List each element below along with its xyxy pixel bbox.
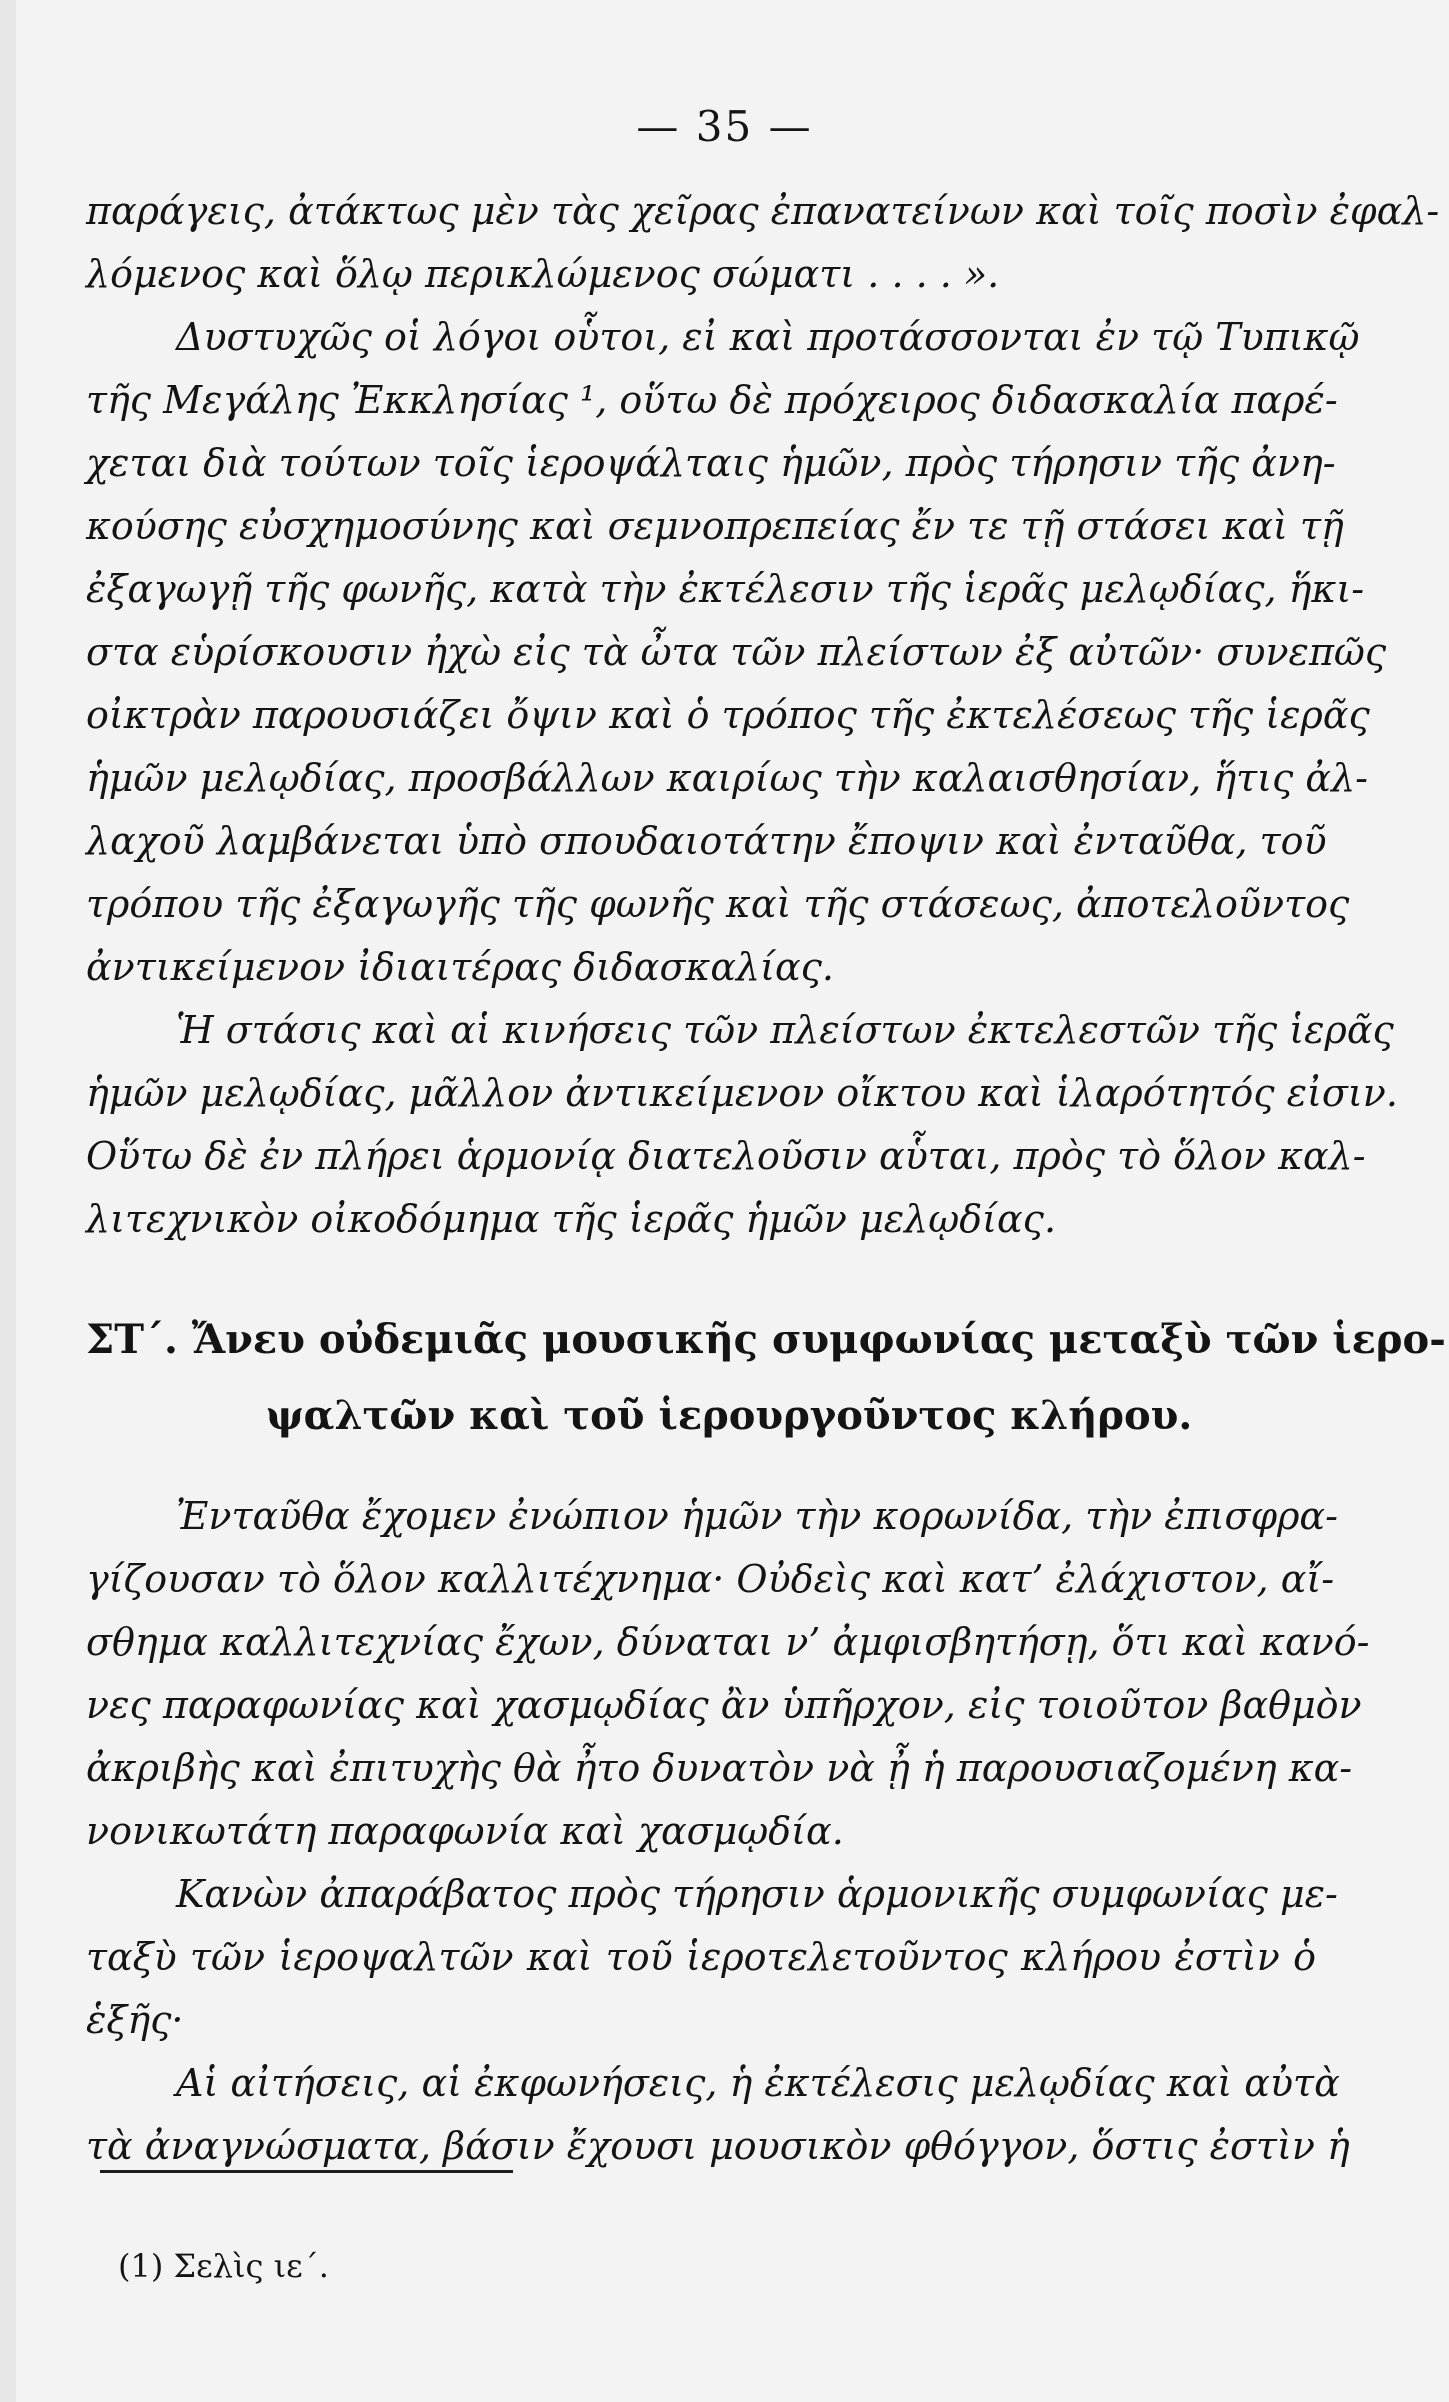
text-line: Κανὼν ἀπαράβατος πρὸς τήρησιν ἁρμονικῆς συμφωνίας με-: [176, 1872, 1338, 1916]
section-heading: [86, 1302, 1446, 1454]
page-edge-shadow: [0, 0, 16, 2402]
text-line: ἡμῶν μελῳδίας, προσβάλλων καιρίως τὴν καλαισθησίαν, ἥτις ἀλ-: [86, 756, 1368, 800]
text-line: ἐξαγωγῇ τῆς φωνῆς, κατὰ τὴν ἐκτέλεσιν τῆς ἱερᾶς μελῳδίας, ἥκι-: [86, 567, 1365, 611]
text-line: στα εὑρίσκουσιν ἠχὼ εἰς τὰ ὦτα τῶν πλείστων ἐξ αὐτῶν· συνεπῶς: [86, 630, 1387, 674]
text-line: Αἱ αἰτήσεις, αἱ ἐκφωνήσεις, ἡ ἐκτέλεσις μελῳδίας καὶ αὐτὰ: [176, 2061, 1340, 2105]
text-line: νες παραφωνίας καὶ χασμῳδίας ἂν ὑπῆρχον, εἰς τοιοῦτον βαθμὸν: [86, 1683, 1362, 1727]
body-text-top: [86, 180, 1440, 1251]
section-heading-line: ΣΤ΄. Ἄνευ οὐδεμιᾶς μουσικῆς συμφωνίας μεταξὺ τῶν ἱερο-: [86, 1316, 1446, 1363]
page-number: — 35 —: [636, 102, 813, 151]
text-line: σθημα καλλιτεχνίας ἔχων, δύναται ν’ ἀμφισβητήσῃ, ὅτι καὶ κανό-: [86, 1620, 1370, 1664]
text-line: Ἡ στάσις καὶ αἱ κινήσεις τῶν πλείστων ἐκτελεστῶν τῆς ἱερᾶς: [176, 1008, 1394, 1052]
text-line: νονικωτάτη παραφωνία καὶ χασμῳδία.: [86, 1809, 844, 1853]
text-line: λιτεχνικὸν οἰκοδόμημα τῆς ἱερᾶς ἡμῶν μελῳδίας.: [86, 1197, 1057, 1241]
text-line: ἑξῆς·: [86, 1998, 184, 2042]
text-line: Δυστυχῶς οἱ λόγοι οὗτοι, εἰ καὶ προτάσσονται ἐν τῷ Τυπικῷ: [176, 315, 1360, 359]
text-line: λόμενος καὶ ὅλῳ περικλώμενος σώματι . . . . ».: [86, 252, 1000, 296]
text-line: Οὕτω δὲ ἐν πλήρει ἁρμονίᾳ διατελοῦσιν αὗται, πρὸς τὸ ὅλον καλ-: [86, 1134, 1366, 1178]
text-line: λαχοῦ λαμβάνεται ὑπὸ σπουδαιοτάτην ἔποψιν καὶ ἐνταῦθα, τοῦ: [86, 819, 1327, 863]
text-line: κούσης εὐσχημοσύνης καὶ σεμνοπρεπείας ἔν τε τῇ στάσει καὶ τῇ: [86, 504, 1344, 548]
text-line: ταξὺ τῶν ἱεροψαλτῶν καὶ τοῦ ἱεροτελετοῦντος κλήρου ἐστὶν ὁ: [86, 1935, 1316, 1979]
text-line: ἀντικείμενον ἰδιαιτέρας διδασκαλίας.: [86, 945, 834, 989]
text-line: Ἐνταῦθα ἔχομεν ἐνώπιον ἡμῶν τὴν κορωνίδα, τὴν ἐπισφρα-: [176, 1494, 1338, 1538]
text-line: τὰ ἀναγνώσματα, βάσιν ἔχουσι μουσικὸν φθόγγον, ὅστις ἐστὶν ἡ: [86, 2124, 1350, 2168]
text-line: οἰκτρὰν παρουσιάζει ὄψιν καὶ ὁ τρόπος τῆς ἐκτελέσεως τῆς ἱερᾶς: [86, 693, 1370, 737]
text-line: τρόπου τῆς ἐξαγωγῆς τῆς φωνῆς καὶ τῆς στάσεως, ἀποτελοῦντος: [86, 882, 1350, 926]
text-line: παράγεις, ἀτάκτως μὲν τὰς χεῖρας ἐπανατείνων καὶ τοῖς ποσὶν ἐφαλ-: [86, 189, 1440, 233]
text-line: γίζουσαν τὸ ὅλον καλλιτέχνημα· Οὐδεὶς καὶ κατ’ ἐλάχιστον, αἴ-: [86, 1557, 1335, 1601]
section-heading-line: ψαλτῶν καὶ τοῦ ἱερουργοῦντος κλήρου.: [266, 1392, 1193, 1439]
text-line: τῆς Μεγάλης Ἐκκλησίας ¹, οὕτω δὲ πρόχειρος διδασκαλία παρέ-: [86, 378, 1338, 422]
text-line: χεται διὰ τούτων τοῖς ἱεροψάλταις ἡμῶν, πρὸς τήρησιν τῆς ἀνη-: [86, 441, 1336, 485]
body-text-bottom: [86, 1485, 1370, 2178]
text-line: ἀκριβὴς καὶ ἐπιτυχὴς θὰ ἦτο δυνατὸν νὰ ᾖ ἡ παρουσιαζομένη κα-: [86, 1746, 1353, 1790]
footnote: (1) Σελὶς ιε΄.: [118, 2247, 329, 2285]
text-line: ἡμῶν μελῳδίας, μᾶλλον ἀντικείμενον οἴκτου καὶ ἱλαρότητός εἰσιν.: [86, 1071, 1398, 1115]
footnote-divider: [100, 2170, 513, 2173]
